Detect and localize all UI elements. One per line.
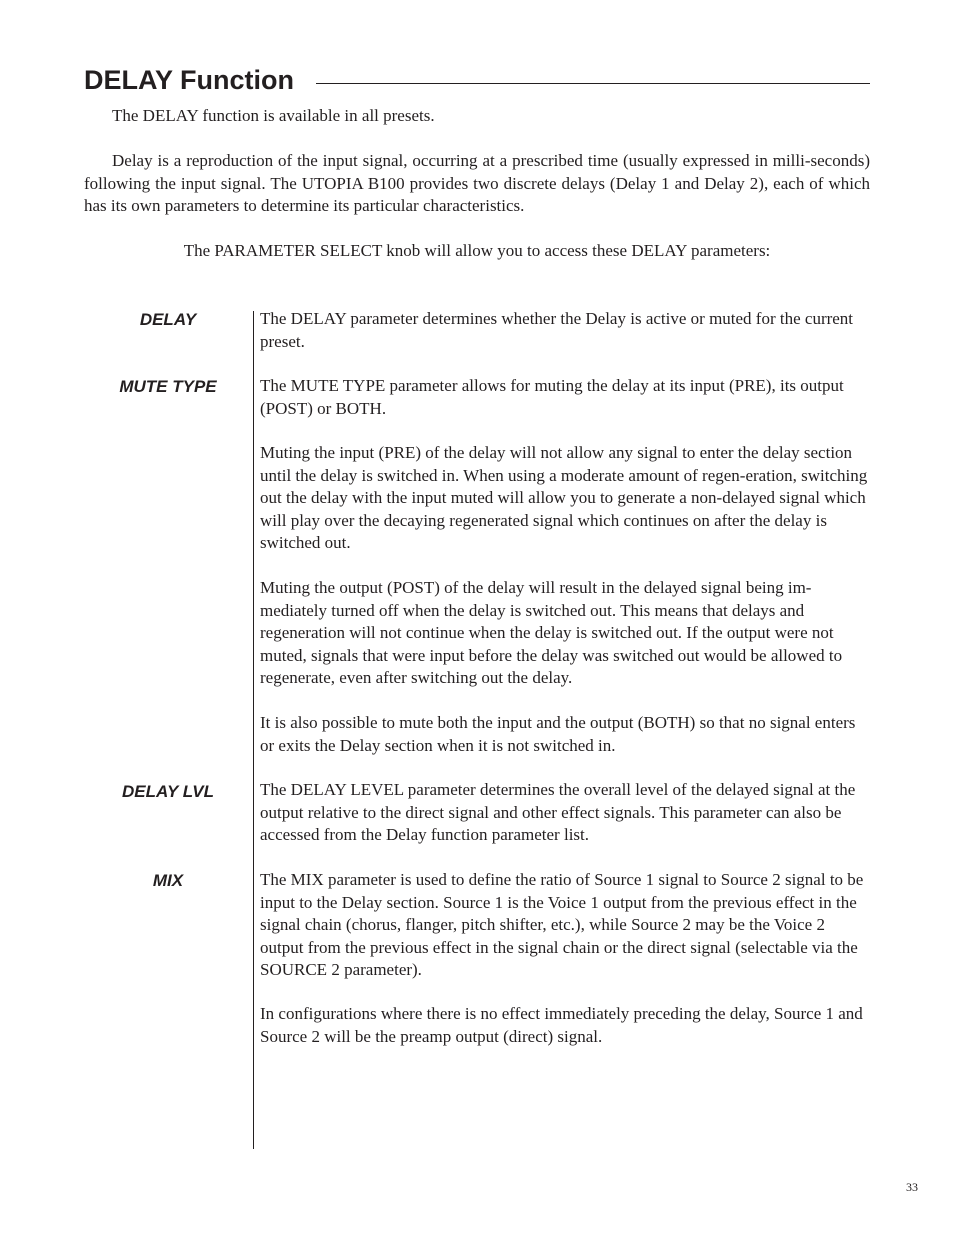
param-label-delay-lvl: DELAY LVL	[122, 782, 214, 801]
param-desc-mute-type-pre: Muting the input (PRE) of the delay will not allow any signal to enter the delay section until the delay is switched in. When using a moderate amount of regen-eration, switching out the delay with the input muted will allow you to generate a non-delayed signal which will play over the decaying regenerated signal which continues on after the delay is switched out.	[260, 443, 868, 552]
param-label-mix: MIX	[152, 871, 184, 890]
intro-paragraph-parameter-select: The PARAMETER SELECT knob will allow you to access these DELAY parameters:	[183, 241, 771, 260]
param-desc-mute-type: The MUTE TYPE parameter allows for muting the delay at its input (PRE), its output (POST) or BOTH.	[260, 376, 844, 418]
intro-paragraph-availability: The DELAY function is available in all presets.	[112, 106, 435, 125]
intro-paragraph-definition: Delay is a reproduction of the input signal, occurring at a prescribed time (usually expressed in milli-seconds) following the input signal. The UTOPIA B100 provides two discrete delays (Delay 1 and Delay 2), each of which has its own parameters to determine its particular characteristics.	[84, 151, 870, 215]
param-desc-mix: The MIX parameter is used to define the ratio of Source 1 signal to Source 2 signal to be input to the Delay section. Source 1 is the Voice 1 output from the previous effect in the signal chain (chorus, flanger, pitch shifter, etc.), while Source 2 may be the Voice 2 output from the previous effect in the signal chain or the direct signal (selectable via the SOURCE 2 parameter).	[260, 870, 864, 979]
title-rule	[316, 83, 870, 84]
param-label-mute-type: MUTE TYPE	[119, 377, 217, 396]
page-number: 33	[906, 1180, 918, 1194]
param-desc-mute-type-both: It is also possible to mute both the input and the output (BOTH) so that no signal enters or exits the Delay section when it is not switched in.	[260, 713, 856, 755]
param-desc-mute-type-post: Muting the output (POST) of the delay will result in the delayed signal being im-mediately turned off when the delay is switched out. This means that delays and regeneration will not continue when the delay is switched out. If the output were not muted, signals that were input before the delay was switched out would be allowed to regenerate, even after switching out the delay.	[260, 578, 843, 687]
param-label-delay: DELAY	[139, 310, 197, 329]
page-title: DELAY Function	[84, 65, 295, 95]
parameter-column-divider	[253, 311, 254, 1149]
param-desc-mix-direct: In configurations where there is no effect immediately preceding the delay, Source 1 and Source 2 will be the preamp output (direct) signal.	[260, 1004, 863, 1046]
param-desc-delay-lvl: The DELAY LEVEL parameter determines the overall level of the delayed signal at the output relative to the direct signal and other effect signals. This parameter can also be accessed from the Delay function parameter list.	[260, 780, 856, 844]
param-desc-delay: The DELAY parameter determines whether the Delay is active or muted for the current preset.	[260, 309, 854, 351]
